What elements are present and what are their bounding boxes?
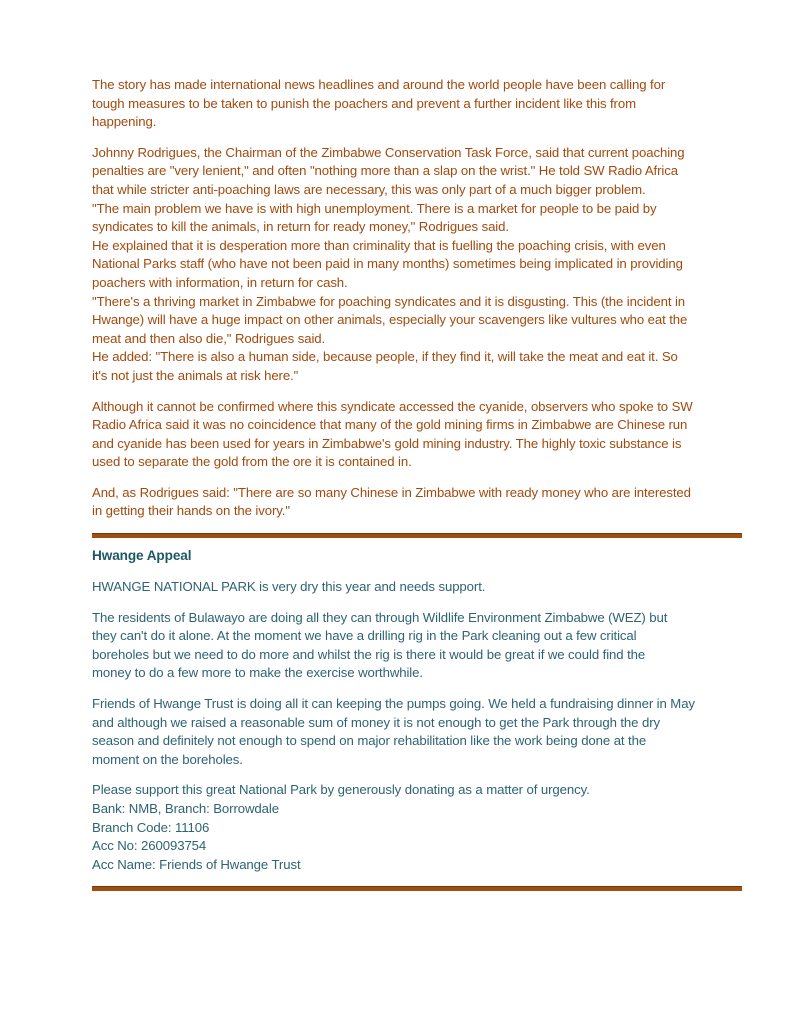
text-line: boreholes but we need to do more and whilst the rig is there it would be great if we could find the [92, 646, 646, 662]
text-line: penalties are "very lenient," and often "nothing more than a slap on the wrist." He told SW Radio Africa [92, 163, 678, 179]
text-line: Hwange) will have a huge impact on other animals, especially your scavengers like vultures who eat the [92, 312, 688, 328]
text-line: Friends of Hwange Trust is doing all it can keeping the pumps going. We held a fundraising dinner in May [92, 696, 695, 712]
hwange-appeal-section [92, 546, 800, 874]
text-line: it's not just the animals at risk here." [92, 367, 299, 383]
text-line: He added: "There is also a human side, because people, if they find it, will take the meat and eat it. So [92, 349, 678, 365]
text-line: season and definitely not enough to spend on major rehabilitation like the work being done at the [92, 733, 647, 749]
paragraph-park-dry [92, 578, 800, 597]
paragraph-bulawayo-residents [92, 609, 800, 683]
text-line: used to separate the gold from the ore it is contained in. [92, 454, 412, 470]
text-line: that while stricter anti-poaching laws are necessary, this was only part of a much bigger problem. [92, 181, 646, 197]
text-line: syndicates to kill the animals, in return for ready money," Rodrigues said. [92, 219, 509, 235]
paragraph-international-reaction [92, 76, 800, 132]
text-line: meat and then also die," Rodrigues said. [92, 330, 326, 346]
text-line: Acc No: 260093754 [92, 838, 207, 854]
text-line: "The main problem we have is with high unemployment. There is a market for people to be paid by [92, 200, 657, 216]
text-line: Although it cannot be confirmed where this syndicate accessed the cyanide, observers who spoke to SW [92, 398, 693, 414]
paragraph-rodrigues-statement [92, 144, 800, 386]
text-line: tough measures to be taken to punish the poachers and prevent a further incident like this from [92, 95, 636, 111]
text-line: The residents of Bulawayo are doing all they can through Wildlife Environment Zimbabwe (WEZ) but [92, 609, 668, 625]
text-line: happening. [92, 114, 157, 130]
text-line: And, as Rodrigues said: "There are so many Chinese in Zimbabwe with ready money who are interested [92, 484, 691, 500]
section-divider-rule-top [92, 533, 742, 538]
text-line: Johnny Rodrigues, the Chairman of the Zimbabwe Conservation Task Force, said that current poaching [92, 144, 685, 160]
text-line: Please support this great National Park by generously donating as a matter of urgency. [92, 782, 590, 798]
text-line: and cyanide has been used for years in Zimbabwe's gold mining industry. The highly toxic substance is [92, 435, 682, 451]
text-line: Bank: NMB, Branch: Borrowdale [92, 801, 279, 816]
text-line: HWANGE NATIONAL PARK is very dry this year and needs support. [92, 579, 486, 595]
paragraph-donation-details [92, 781, 800, 874]
text-line: poachers with information, in return for cash. [92, 274, 348, 290]
text-line: He explained that it is desperation more than criminality that is fuelling the poaching crisis, with even [92, 237, 666, 253]
text-line: "There's a thriving market in Zimbabwe for poaching syndicates and it is disgusting. This (the incident in [92, 293, 686, 309]
hwange-appeal-heading: Hwange Appeal [92, 548, 192, 564]
text-line: The story has made international news headlines and around the world people have been calling for [92, 77, 666, 92]
paragraph-rodrigues-quote [92, 484, 800, 521]
paragraph-cyanide-source [92, 398, 800, 472]
text-line: moment on the boreholes. [92, 751, 243, 767]
text-line: and although we raised a reasonable sum of money it is not enough to get the Park through the dry [92, 714, 660, 730]
paragraph-friends-of-hwange [92, 695, 800, 769]
text-line: Branch Code: 11106 [92, 819, 210, 835]
text-line: money to do a few more to make the exercise worthwhile. [92, 665, 423, 681]
text-line: Acc Name: Friends of Hwange Trust [92, 856, 301, 872]
section-divider-rule-bottom [92, 886, 742, 891]
text-line: they can't do it alone. At the moment we have a drilling rig in the Park cleaning out a few critical [92, 628, 637, 644]
text-line: Radio Africa said it was no coincidence that many of the gold mining firms in Zimbabwe are Chinese run [92, 417, 688, 433]
poaching-story-section [92, 76, 800, 521]
text-line: in getting their hands on the ivory." [92, 503, 290, 519]
text-line: National Parks staff (who have not been paid in many months) sometimes being implicated in providing [92, 256, 683, 272]
